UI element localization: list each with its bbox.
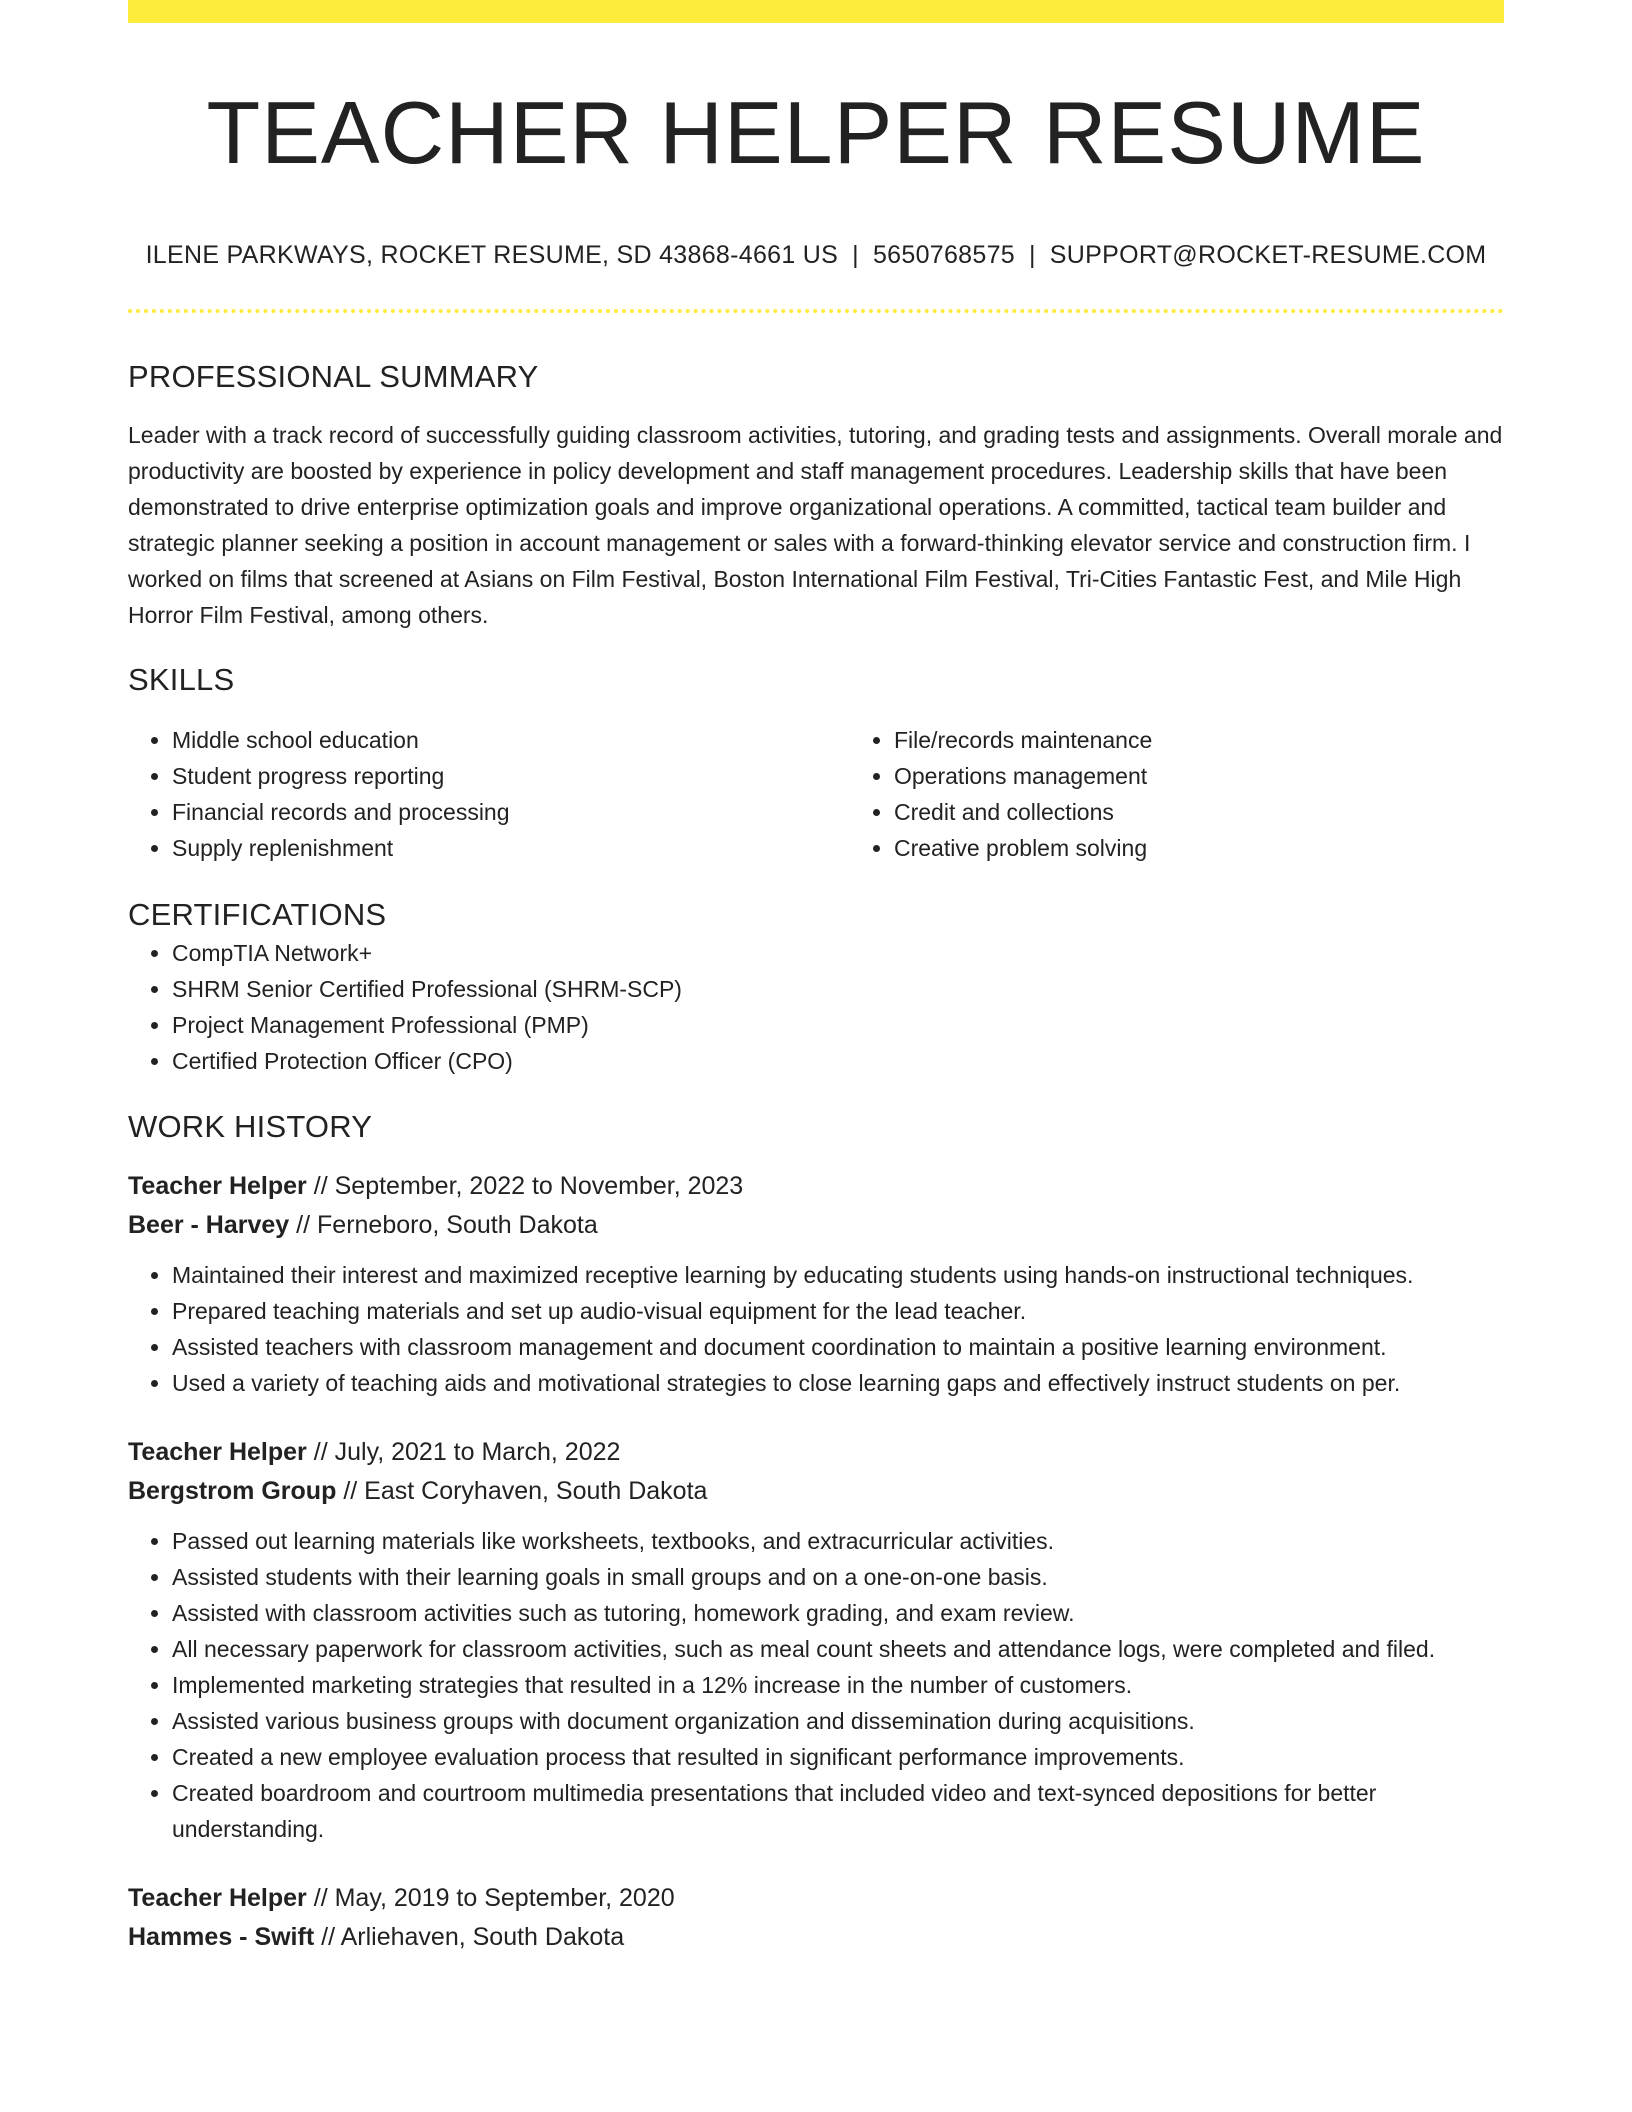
job-company: Beer - Harvey — [128, 1211, 290, 1239]
job-dates: July, 2021 to March, 2022 — [334, 1438, 621, 1466]
skill-item: • Financial records and processing — [172, 794, 850, 830]
job-duty: • Passed out learning materials like worksheets, textbooks, and extracurricular activities. — [172, 1523, 1504, 1559]
job-title: Teacher Helper — [128, 1172, 307, 1200]
job-title-line — [128, 1433, 1504, 1472]
work-history-heading: WORK HISTORY — [128, 1109, 373, 1144]
job-duty: • Created boardroom and courtroom multimedia presentations that included video and text-synced depositions for better understanding. — [172, 1775, 1504, 1847]
job-company-line — [128, 1472, 1504, 1511]
job-entry — [128, 1167, 1504, 1401]
job-duties — [128, 1257, 1504, 1401]
job-entry — [128, 1879, 1504, 1957]
skill-item: • Middle school education — [172, 722, 850, 758]
certification-item: • Project Management Professional (PMP) — [172, 1007, 1504, 1043]
skill-item: • Creative problem solving — [894, 830, 1572, 866]
resume-title: TEACHER HELPER RESUME — [206, 83, 1426, 182]
contact-separator: | — [852, 241, 859, 269]
job-divider: // — [313, 1172, 328, 1200]
skill-item: • File/records maintenance — [894, 722, 1572, 758]
job-duty: • Created a new employee evaluation process that resulted in significant performance improvements. — [172, 1739, 1504, 1775]
contact-email: SUPPORT@ROCKET-RESUME.COM — [1049, 241, 1487, 269]
certification-item: • CompTIA Network+ — [172, 935, 1504, 971]
certifications-heading: CERTIFICATIONS — [128, 897, 387, 932]
contact-address: ILENE PARKWAYS, ROCKET RESUME, SD 43868-4661 US — [145, 241, 839, 269]
job-duty: • Used a variety of teaching aids and motivational strategies to close learning gaps and effectively instruct students on per. — [172, 1365, 1504, 1401]
job-title: Teacher Helper — [128, 1884, 307, 1912]
contact-phone: 5650768575 — [872, 241, 1015, 269]
summary-text: Leader with a track record of successfully guiding classroom activities, tutoring, and grading tests and assignments. Overall morale and productivity are boosted by experience in policy development and staff management procedures. Leadership skills that have been demonstrated to drive enterprise optimization goals and improve organizational operations. A committed, tactical team builder and strategic planner seeking a position in account management or sales with a forward-thinking elevator service and construction firm. I worked on films that screened at Asians on Film Festival, Boston International Film Festival, Tri-Cities Fantastic Fest, and Mile High Horror Film Festival, among others. — [128, 422, 1503, 628]
skills-heading: SKILLS — [128, 662, 235, 697]
resume-page — [128, 0, 1504, 1957]
certifications-list — [128, 935, 1504, 1079]
job-location: East Coryhaven, South Dakota — [364, 1477, 708, 1505]
job-company: Hammes - Swift — [128, 1923, 315, 1951]
job-duty: • Maintained their interest and maximized receptive learning by educating students using hands-on instructional techniques. — [172, 1257, 1504, 1293]
job-company-line — [128, 1206, 1504, 1245]
job-duty: • Assisted various business groups with document organization and dissemination during acquisitions. — [172, 1703, 1504, 1739]
skill-item: • Operations management — [894, 758, 1572, 794]
contact-separator: | — [1029, 241, 1036, 269]
skill-item: • Supply replenishment — [172, 830, 850, 866]
job-divider: // — [296, 1211, 311, 1239]
job-dates: September, 2022 to November, 2023 — [334, 1172, 744, 1200]
job-divider: // — [343, 1477, 358, 1505]
skills-list-right — [850, 722, 1572, 866]
job-duty: • Assisted with classroom activities such as tutoring, homework grading, and exam review. — [172, 1595, 1504, 1631]
job-company: Bergstrom Group — [128, 1477, 337, 1505]
contact-line — [128, 239, 1504, 271]
job-divider: // — [321, 1923, 336, 1951]
job-dates: May, 2019 to September, 2020 — [334, 1884, 675, 1912]
job-location: Ferneboro, South Dakota — [317, 1211, 598, 1239]
summary-heading: PROFESSIONAL SUMMARY — [128, 359, 539, 394]
job-duty: • All necessary paperwork for classroom activities, such as meal count sheets and attendance logs, were completed and filed. — [172, 1631, 1504, 1667]
job-entry — [128, 1433, 1504, 1847]
job-duty: • Implemented marketing strategies that resulted in a 12% increase in the number of customers. — [172, 1667, 1504, 1703]
job-duty: • Assisted students with their learning goals in small groups and on a one-on-one basis. — [172, 1559, 1504, 1595]
job-location: Arliehaven, South Dakota — [340, 1923, 625, 1951]
job-duties — [128, 1523, 1504, 1847]
job-company-line — [128, 1918, 1504, 1957]
skills-columns — [128, 722, 1504, 866]
job-title-line — [128, 1167, 1504, 1206]
certification-item: • Certified Protection Officer (CPO) — [172, 1043, 1504, 1079]
skill-item: • Credit and collections — [894, 794, 1572, 830]
skills-list-left — [128, 722, 850, 866]
job-divider: // — [313, 1884, 328, 1912]
job-title: Teacher Helper — [128, 1438, 307, 1466]
skill-item: • Student progress reporting — [172, 758, 850, 794]
top-accent-bar — [128, 0, 1504, 23]
dotted-divider — [128, 309, 1504, 313]
job-divider: // — [313, 1438, 328, 1466]
certification-item: • SHRM Senior Certified Professional (SHRM-SCP) — [172, 971, 1504, 1007]
job-title-line — [128, 1879, 1504, 1918]
job-duty: • Prepared teaching materials and set up audio-visual equipment for the lead teacher. — [172, 1293, 1504, 1329]
job-duty: • Assisted teachers with classroom management and document coordination to maintain a positive learning environment. — [172, 1329, 1504, 1365]
